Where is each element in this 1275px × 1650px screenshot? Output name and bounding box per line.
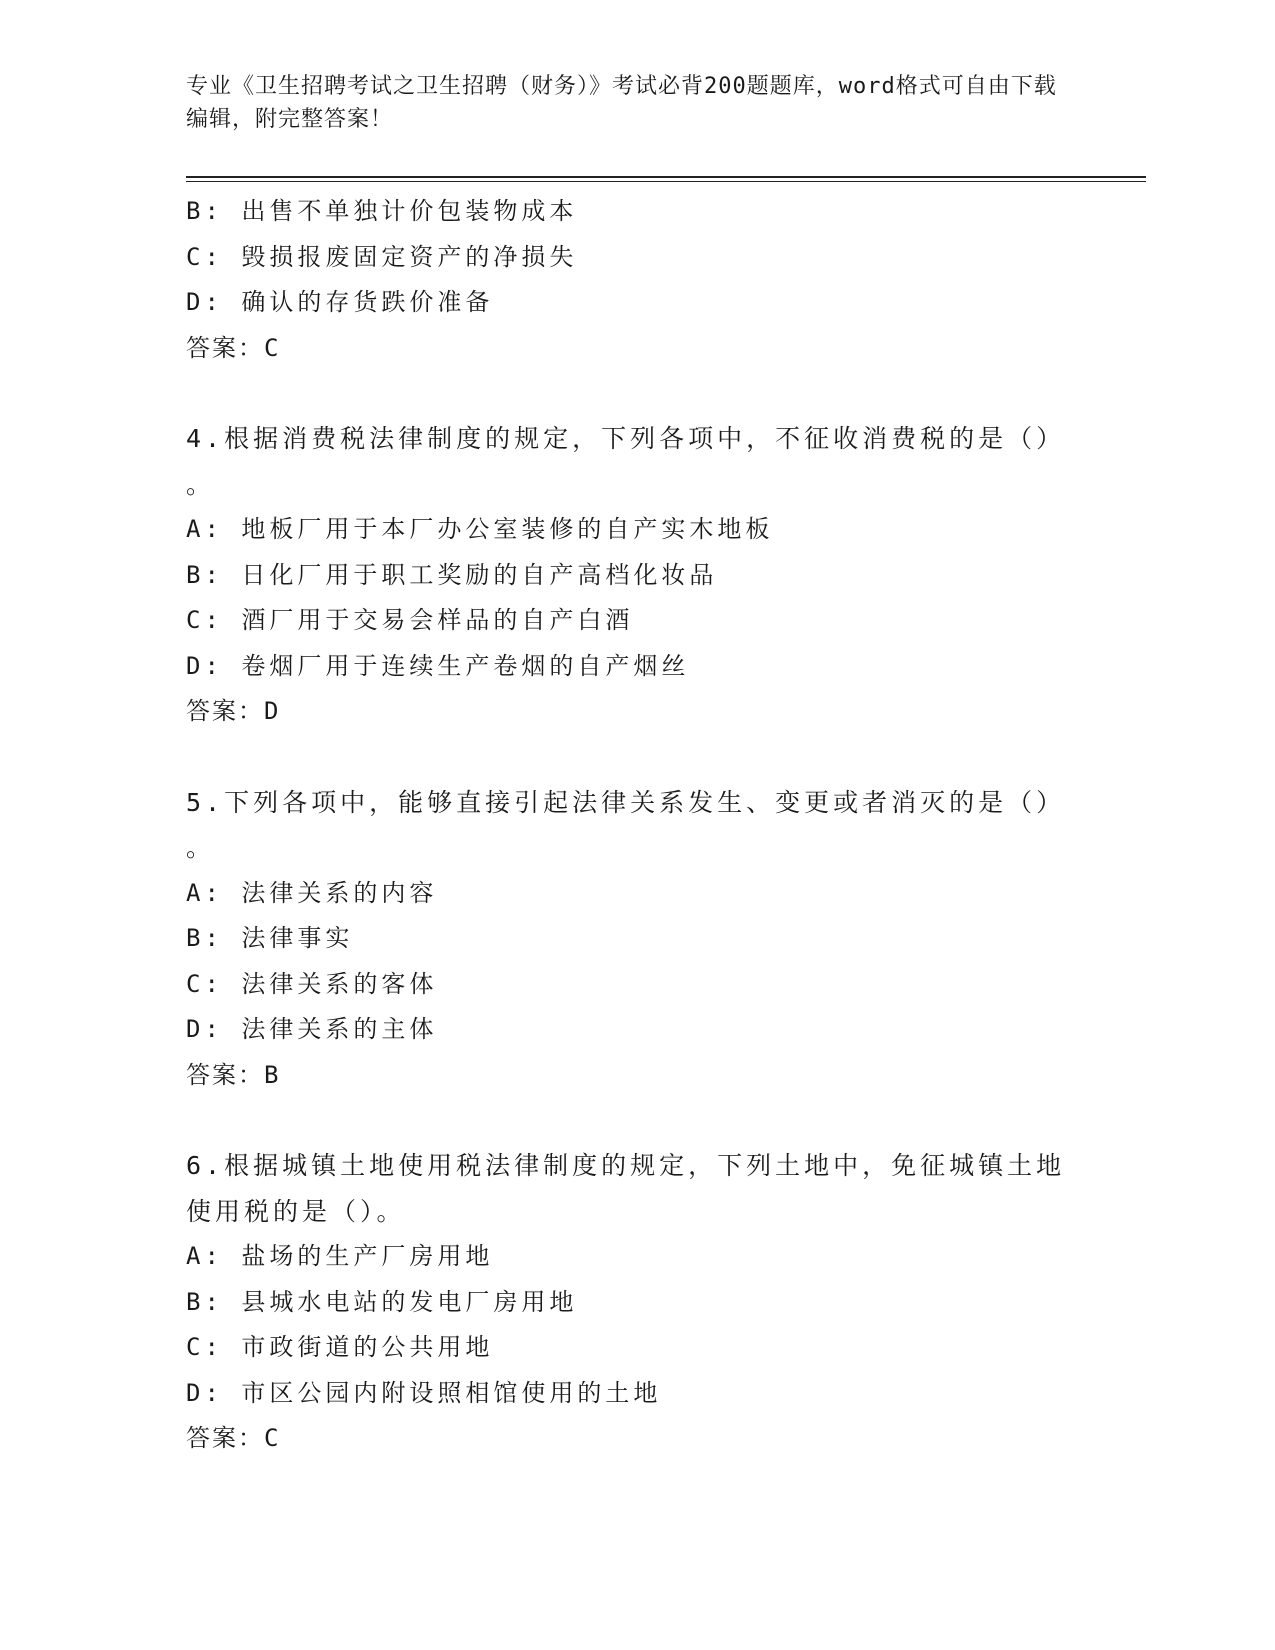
- answer-value: D: [264, 697, 279, 725]
- spacer: [186, 1098, 1066, 1143]
- answer-label: 答案：: [186, 333, 264, 362]
- option-a: A: 地板厂用于本厂办公室装修的自产实木地板: [186, 515, 774, 543]
- option-b: B: 法律事实: [186, 924, 354, 952]
- option-d: D: 卷烟厂用于连续生产卷烟的自产烟丝: [186, 651, 690, 680]
- question-3: [186, 189, 1066, 371]
- option-d: D: 确认的存货跌价准备: [186, 288, 494, 316]
- question-stem-continuation: 使用税的是（）。: [186, 1196, 406, 1226]
- header-rule-thin: [186, 181, 1146, 182]
- question-stem: 6.根据城镇土地使用税法律制度的规定，下列土地中，免征城镇土地: [186, 1151, 1066, 1180]
- option-c: C: 酒厂用于交易会样品的自产白酒: [186, 606, 634, 634]
- answer-line: [186, 689, 1066, 735]
- answer-line: [186, 1416, 1066, 1462]
- answer-value: C: [264, 333, 279, 362]
- header-rule-thick: [186, 176, 1146, 178]
- answer-line: [186, 326, 1066, 372]
- option-b: B: 出售不单独计价包装物成本: [186, 197, 578, 225]
- option-a: A: 盐场的生产厂房用地: [186, 1242, 494, 1270]
- option-a: A: 法律关系的内容: [186, 878, 438, 907]
- option-d: D: 法律关系的主体: [186, 1015, 438, 1043]
- option-c: C: 法律关系的客体: [186, 969, 438, 998]
- question-list: [186, 189, 1066, 1462]
- question-stem: 5.下列各项中，能够直接引起法律关系发生、变更或者消灭的是（）: [186, 787, 1066, 817]
- answer-line: [186, 1053, 1066, 1099]
- option-d: D: 市区公园内附设照相馆使用的土地: [186, 1378, 662, 1407]
- answer-label: 答案：: [186, 1060, 264, 1089]
- option-c: C: 市政街道的公共用地: [186, 1333, 494, 1361]
- document-header: 专业《卫生招聘考试之卫生招聘（财务）》考试必背200题题库，word格式可自由下载编辑，附完整答案！: [186, 74, 1057, 132]
- question-stem-continuation: 。: [186, 469, 216, 499]
- question-6: [186, 1143, 1066, 1462]
- question-stem: 4.根据消费税法律制度的规定，下列各项中，不征收消费税的是（）: [186, 424, 1066, 453]
- option-b: B: 日化厂用于职工奖励的自产高档化妆品: [186, 560, 718, 589]
- answer-value: C: [264, 1424, 279, 1452]
- option-b: B: 县城水电站的发电厂房用地: [186, 1287, 578, 1316]
- answer-value: B: [264, 1060, 279, 1089]
- question-4: [186, 416, 1066, 735]
- question-5: [186, 780, 1066, 1099]
- answer-label: 答案：: [186, 697, 264, 725]
- answer-label: 答案：: [186, 1424, 264, 1452]
- option-c: C: 毁损报废固定资产的净损失: [186, 242, 578, 271]
- spacer: [186, 735, 1066, 780]
- spacer: [186, 371, 1066, 416]
- question-stem-continuation: 。: [186, 833, 216, 862]
